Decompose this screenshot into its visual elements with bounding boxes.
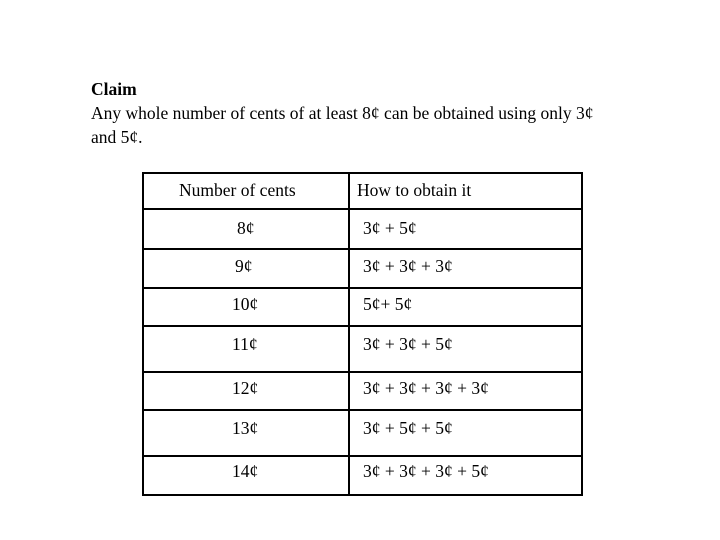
cell-how: 3¢ + 5¢ bbox=[363, 218, 417, 238]
cell-number: 13¢ bbox=[232, 418, 259, 438]
claim-title: Claim bbox=[91, 79, 137, 99]
cell-number: 14¢ bbox=[232, 461, 259, 481]
table-row bbox=[144, 457, 581, 494]
cell-how: 3¢ + 3¢ + 5¢ bbox=[363, 334, 453, 354]
cell-number: 8¢ bbox=[237, 218, 255, 238]
table-row bbox=[144, 373, 581, 411]
cell-how: 5¢+ 5¢ bbox=[363, 294, 413, 314]
cell-how: 3¢ + 5¢ + 5¢ bbox=[363, 418, 453, 438]
cents-table bbox=[142, 172, 583, 496]
table-row bbox=[144, 327, 581, 373]
header-how-to-obtain: How to obtain it bbox=[357, 180, 472, 200]
cell-number: 12¢ bbox=[232, 378, 259, 398]
claim-text: Any whole number of cents of at least 8¢ can be obtained using only 3¢ and 5¢. bbox=[91, 103, 594, 147]
cell-how: 3¢ + 3¢ + 3¢ bbox=[363, 256, 453, 276]
cell-number: 9¢ bbox=[235, 256, 253, 276]
cell-how: 3¢ + 3¢ + 3¢ + 5¢ bbox=[363, 461, 489, 481]
cell-how: 3¢ + 3¢ + 3¢ + 3¢ bbox=[363, 378, 489, 398]
table-row bbox=[144, 289, 581, 327]
cell-number: 11¢ bbox=[232, 334, 258, 354]
table-row bbox=[144, 210, 581, 250]
header-number-of-cents: Number of cents bbox=[179, 180, 296, 200]
table-header-row bbox=[144, 174, 581, 210]
claim-block bbox=[91, 77, 651, 149]
table-row bbox=[144, 411, 581, 457]
table-row bbox=[144, 250, 581, 289]
cell-number: 10¢ bbox=[232, 294, 259, 314]
